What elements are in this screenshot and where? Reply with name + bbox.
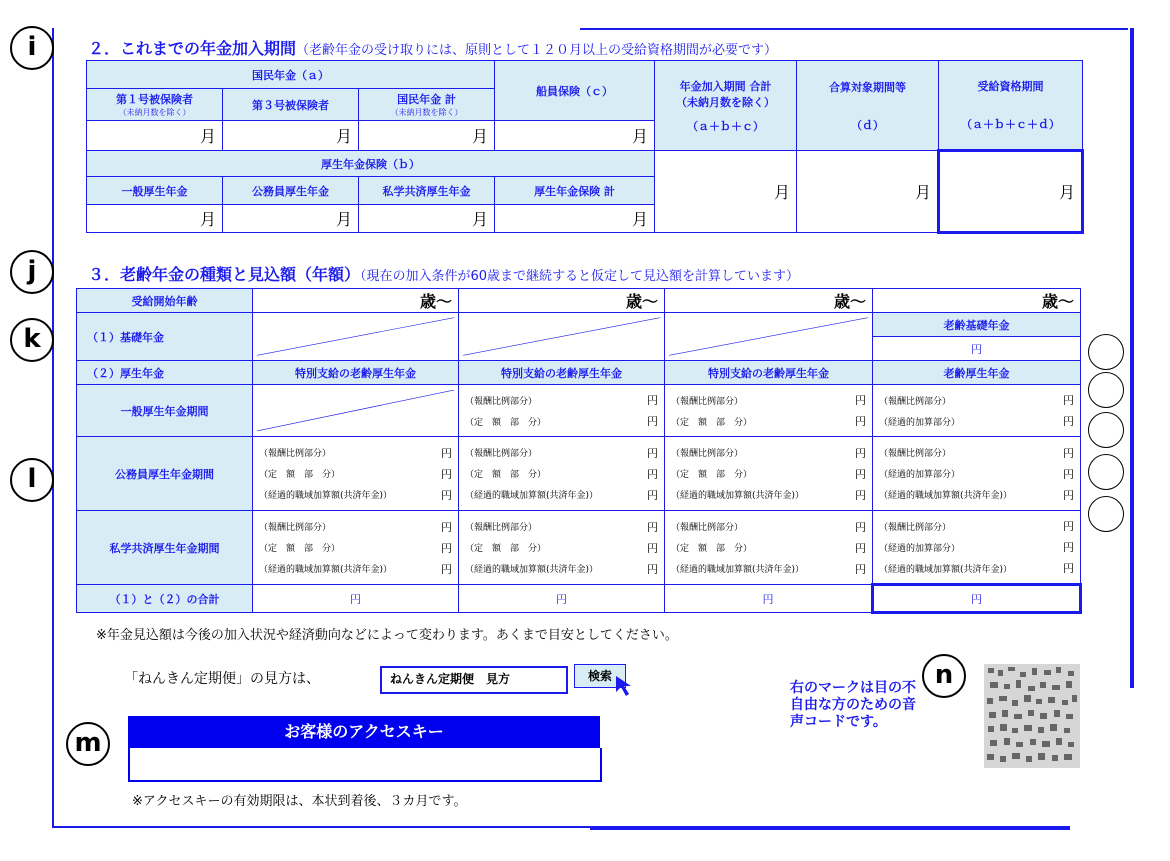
sum-col2: 円 xyxy=(459,585,665,613)
no3-months: 月 xyxy=(223,121,359,151)
search-prefix: 「ねんきん定期便」の見方は、 xyxy=(124,671,320,687)
tokubetsu-header-1: 特別支給の老齢厚生年金 xyxy=(253,361,459,385)
section3-title: ３．老齢年金の種類と見込額（年額）（現在の加入条件が60歳まで継続すると仮定して見込額を計算しています） xyxy=(88,265,800,284)
frame-top xyxy=(580,28,1128,30)
kokumin-header: 国民年金（ａ） xyxy=(87,61,495,89)
gassan-header: 合算対象期間等 （ｄ） xyxy=(797,61,939,151)
ippan-col2: （報酬比例部分） 円 （定 額 部 分） 円 xyxy=(459,385,665,437)
punch-hole xyxy=(1088,496,1124,532)
access-key-field xyxy=(128,748,602,782)
kokumin-total-header: 国民年金 計 （未納月数を除く） xyxy=(359,89,495,121)
tokubetsu-header-3: 特別支給の老齢厚生年金 xyxy=(665,361,873,385)
komuin-header: 公務員厚生年金 xyxy=(223,177,359,205)
punch-hole xyxy=(1088,372,1124,408)
access-key-note: ※アクセスキーの有効期限は、本状到着後、３カ月です。 xyxy=(132,794,467,809)
frame-bottom-right xyxy=(590,826,1070,830)
shigaku-header: 私学共済厚生年金 xyxy=(359,177,495,205)
no3-header: 第３号被保険者 xyxy=(223,89,359,121)
kiso-header: 老齢基礎年金 xyxy=(873,313,1081,337)
shigaku-col2: （報酬比例部分） 円 （定 額 部 分） 円 （経過的職域加算額(共済年金)） 円 xyxy=(459,511,665,585)
kiso-col2-empty xyxy=(459,313,665,361)
jukyu-months: 月 xyxy=(939,151,1083,233)
ippan-period-label: 一般厚生年金期間 xyxy=(77,385,253,437)
label-l: l xyxy=(10,458,54,502)
section2-title: ２．これまでの年金加入期間（老齢年金の受け取りには、原則として１２０月以上の受給資格期間が必要です） xyxy=(88,39,778,58)
kosei-total-months: 月 xyxy=(495,205,655,233)
label-j: j xyxy=(10,250,54,294)
sum-col3: 円 xyxy=(665,585,873,613)
ippan-header: 一般厚生年金 xyxy=(87,177,223,205)
total-header: 年金加入期間 合計 （未納月数を除く） （ａ＋ｂ＋ｃ） xyxy=(655,61,797,151)
label-m: m xyxy=(66,722,110,766)
komuin-col3: （報酬比例部分） 円 （定 額 部 分） 円 （経過的職域加算額(共済年金)） 円 xyxy=(665,437,873,511)
shigaku-period-label: 私学共済厚生年金期間 xyxy=(77,511,253,585)
kiso-label: （１）基礎年金 xyxy=(77,313,253,361)
tokubetsu-header-2: 特別支給の老齢厚生年金 xyxy=(459,361,665,385)
cursor-arrow-icon xyxy=(614,674,642,698)
age-col3: 歳～ xyxy=(665,289,873,313)
ippan-col3: （報酬比例部分） 円 （定 額 部 分） 円 xyxy=(665,385,873,437)
komuin-col2: （報酬比例部分） 円 （定 額 部 分） 円 （経過的職域加算額(共済年金)） 円 xyxy=(459,437,665,511)
total-months: 月 xyxy=(655,151,797,233)
section2-note: （老齢年金の受け取りには、原則として１２０月以上の受給資格期間が必要です） xyxy=(296,43,778,58)
pension-table xyxy=(76,288,1082,614)
komuin-col4: （報酬比例部分） 円 （経過的加算部分） 円 （経過的職域加算額(共済年金)） 円 xyxy=(873,437,1081,511)
sum-label: （１）と（２）の合計 xyxy=(77,585,253,613)
section3-note: （現在の加入条件が60歳まで継続すると仮定して見込額を計算しています） xyxy=(360,269,800,284)
komuin-months: 月 xyxy=(223,205,359,233)
gassan-months: 月 xyxy=(797,151,939,233)
kiso-col1-empty xyxy=(253,313,459,361)
age-col1: 歳～ xyxy=(253,289,459,313)
senin-months: 月 xyxy=(495,121,655,151)
ippan-col4: （報酬比例部分） 円 （経過的加算部分） 円 xyxy=(873,385,1081,437)
punch-hole xyxy=(1088,454,1124,490)
ippan-col1-empty xyxy=(253,385,459,437)
rorei-kosei-header: 老齢厚生年金 xyxy=(873,361,1081,385)
start-age-header: 受給開始年齢 xyxy=(77,289,253,313)
no1-months: 月 xyxy=(87,121,223,151)
ippan-months: 月 xyxy=(87,205,223,233)
senin-header: 船員保険（ｃ） xyxy=(495,61,655,121)
kokumin-total-months: 月 xyxy=(359,121,495,151)
kiso-col3-empty xyxy=(665,313,873,361)
shigaku-col4: （報酬比例部分） 円 （経過的加算部分） 円 （経過的職域加算額(共済年金)） 円 xyxy=(873,511,1081,585)
label-n: n xyxy=(922,654,966,698)
enrollment-table xyxy=(86,60,1084,234)
sum-col1: 円 xyxy=(253,585,459,613)
komuin-col1: （報酬比例部分） 円 （定 額 部 分） 円 （経過的職域加算額(共済年金)） 円 xyxy=(253,437,459,511)
kosei-total-header: 厚生年金保険 計 xyxy=(495,177,655,205)
access-key-header: お客様のアクセスキー xyxy=(128,716,600,748)
shigaku-months: 月 xyxy=(359,205,495,233)
komuin-period-label: 公務員厚生年金期間 xyxy=(77,437,253,511)
age-col4: 歳～ xyxy=(873,289,1081,313)
jukyu-header: 受給資格期間 （ａ＋ｂ＋ｃ＋ｄ） xyxy=(939,61,1083,151)
search-button[interactable]: 検索 xyxy=(574,664,626,688)
no1-header: 第１号被保険者 （未納月数を除く） xyxy=(87,89,223,121)
shigaku-col1: （報酬比例部分） 円 （定 額 部 分） 円 （経過的職域加算額(共済年金)） 円 xyxy=(253,511,459,585)
search-input[interactable]: ねんきん定期便 見方 xyxy=(380,666,568,694)
kosei-label: （２）厚生年金 xyxy=(77,361,253,385)
punch-hole xyxy=(1088,412,1124,448)
voice-code-image xyxy=(984,664,1080,768)
frame-right xyxy=(1130,28,1134,688)
label-k: k xyxy=(10,318,54,362)
kiso-amount: 円 xyxy=(873,337,1081,361)
label-i: i xyxy=(10,26,54,70)
sum-col4: 円 xyxy=(873,585,1081,613)
shigaku-col3: （報酬比例部分） 円 （定 額 部 分） 円 （経過的職域加算額(共済年金)） 円 xyxy=(665,511,873,585)
frame-left xyxy=(52,28,54,828)
frame-bottom xyxy=(52,826,592,828)
kosei-header: 厚生年金保険（ｂ） xyxy=(87,151,655,177)
punch-hole xyxy=(1088,334,1124,370)
voice-code-text: 右のマークは目の不自由な方のための音声コードです。 xyxy=(790,680,916,730)
age-col2: 歳～ xyxy=(459,289,665,313)
estimate-notice: ※年金見込額は今後の加入状況や経済動向などによって変わります。あくまで目安としてください。 xyxy=(96,628,678,643)
